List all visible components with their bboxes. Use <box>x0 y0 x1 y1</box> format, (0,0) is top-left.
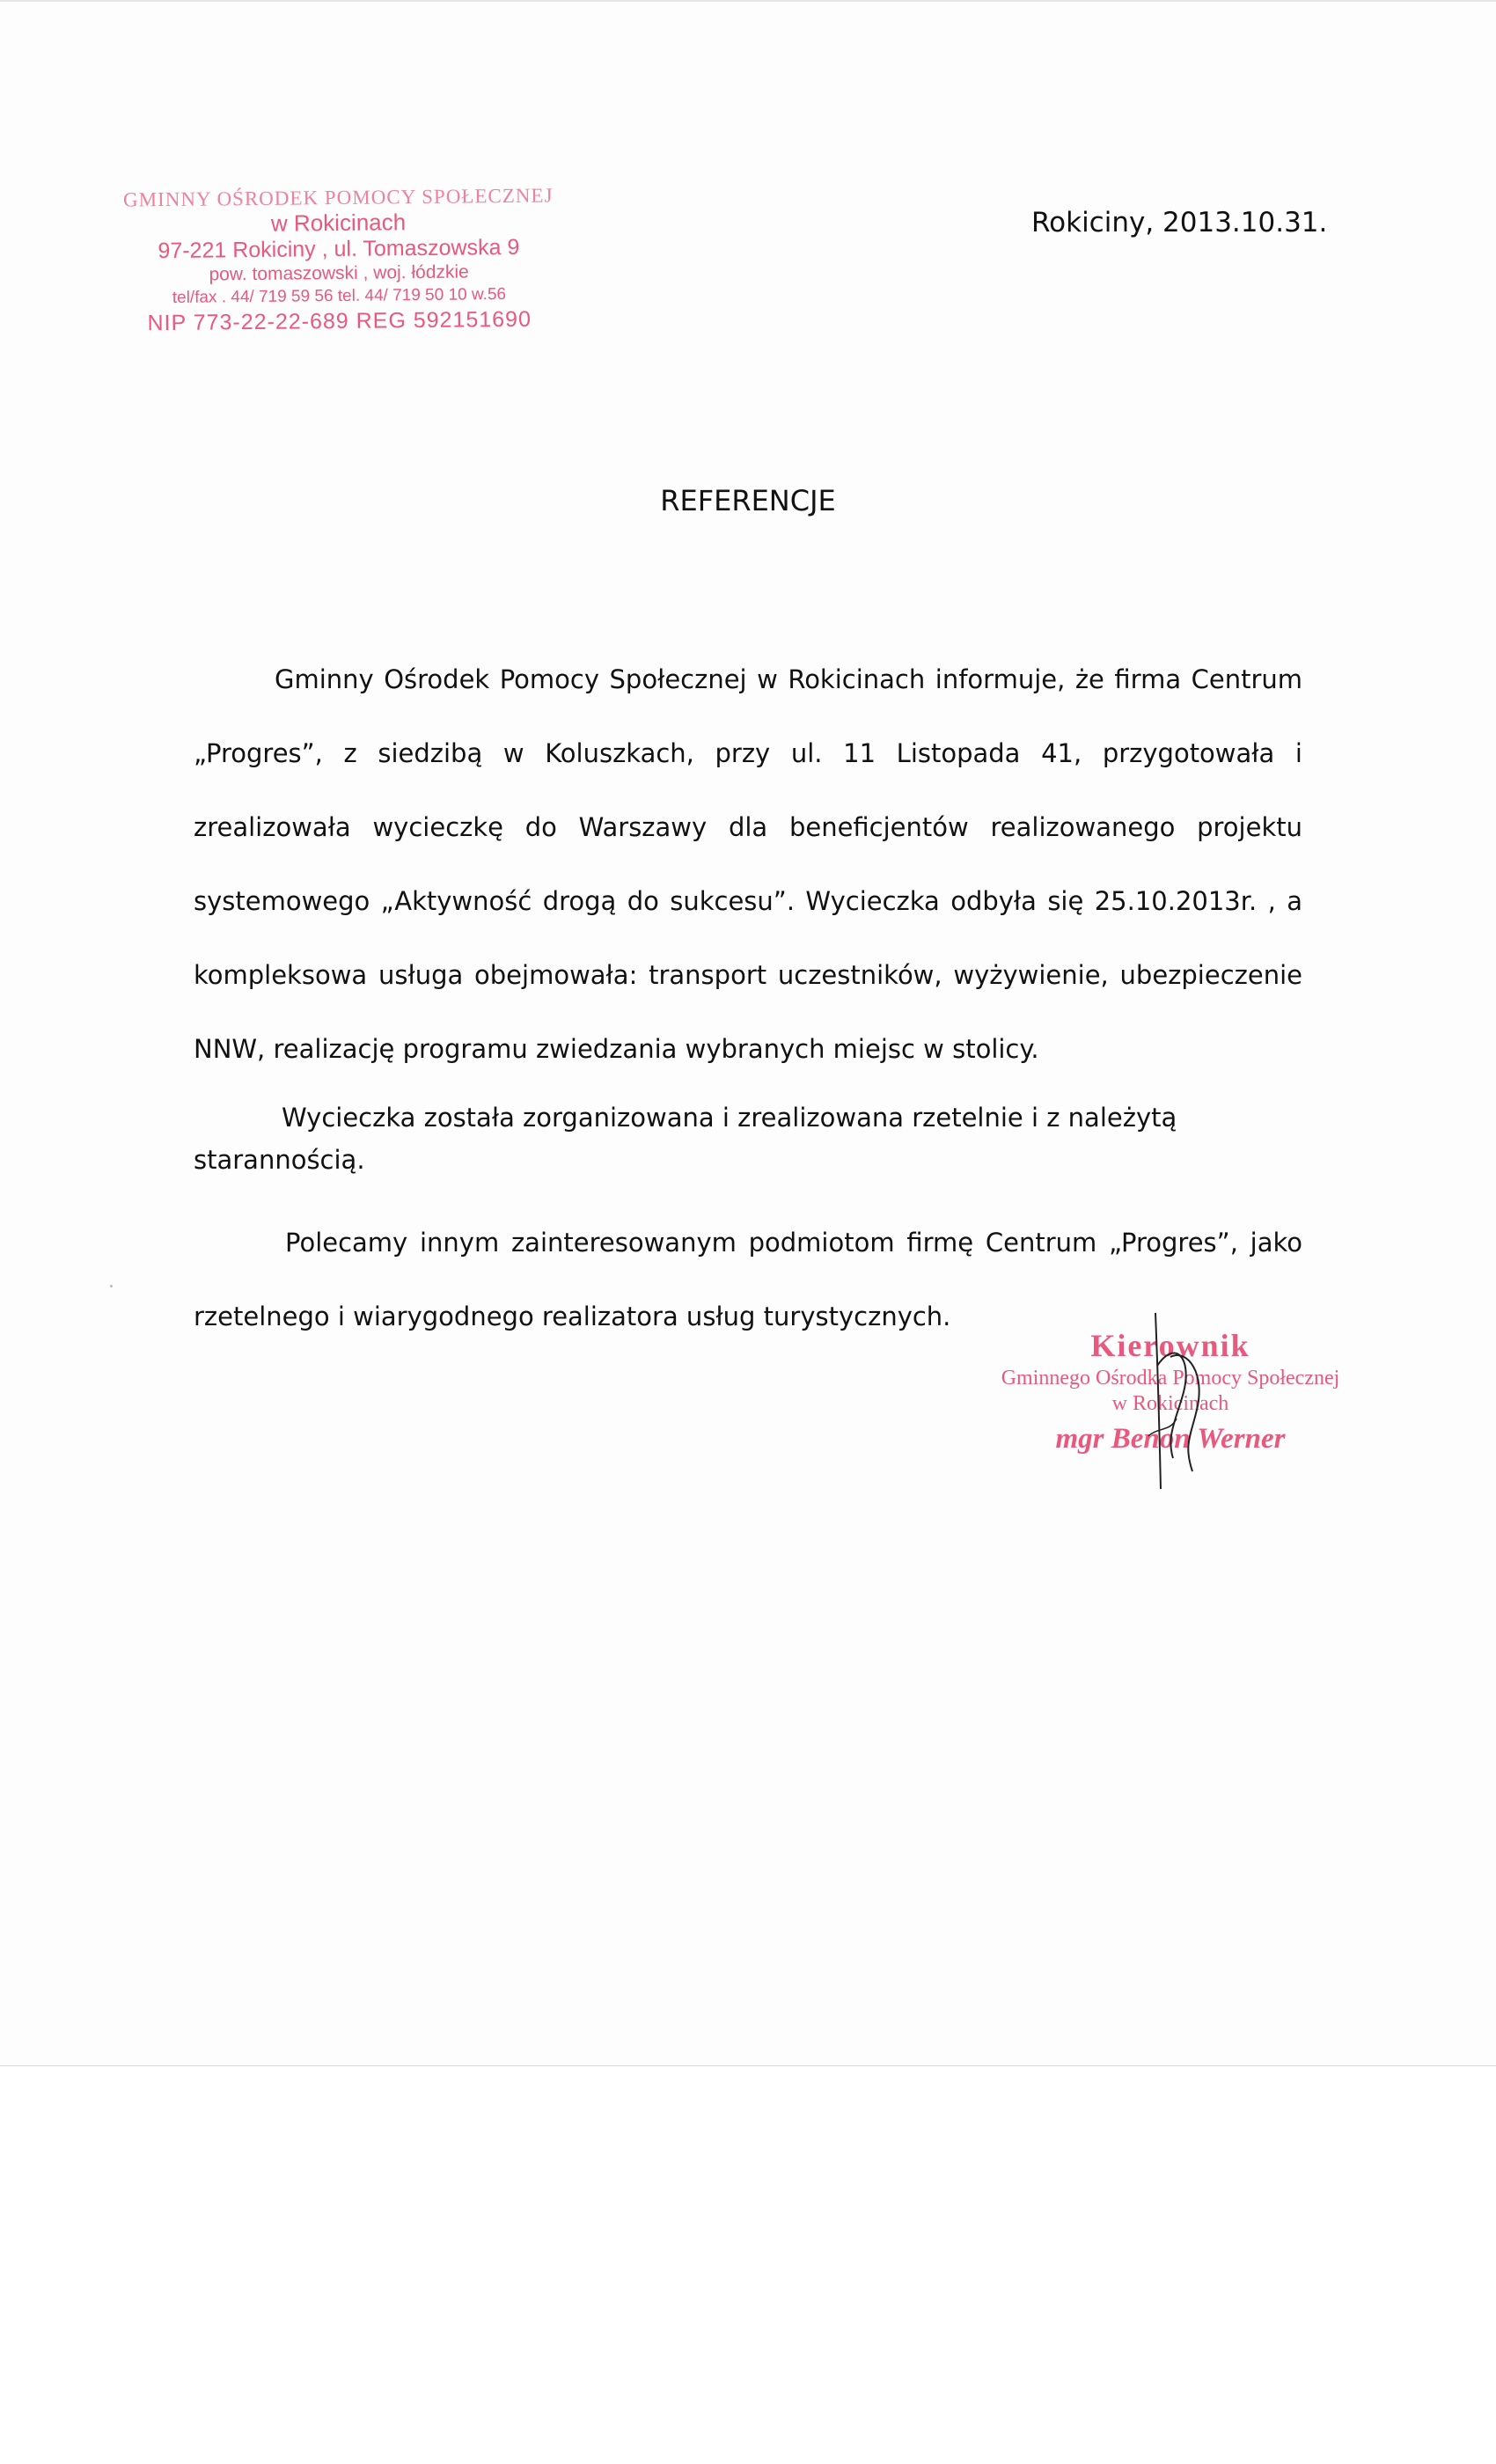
document-date: Rokiciny, 2013.10.31. <box>1031 207 1328 238</box>
paragraph-quality: Wycieczka została zorganizowana i zrealizowana rzetelnie i z należytą starannością. <box>194 1103 1177 1175</box>
stamp-line-address: 97-221 Rokiciny , ul. Tomaszowska 9 <box>158 234 520 264</box>
document-body <box>194 642 1302 1353</box>
document-title: REFERENCJE <box>660 484 836 517</box>
handwritten-signature <box>1122 1304 1236 1498</box>
signature-stamp-role: Kierownik <box>1090 1328 1250 1363</box>
paragraph-main: Gminny Ośrodek Pomocy Społecznej w Rokicinach informuje, że firma Centrum „Progres”, z siedzibą w Koluszkach, przy ul. 11 Listopada 41, przygotowała i zrealizowała wycieczkę do Warszawy dla beneficjentów realizowanego projektu systemowego „Aktywność drogą do sukcesu”. Wycieczka odbyła się 25.10.2013r. , a kompleksowa usługa obejmowała: transport uczestników, wyżywienie, ubezpieczenie NNW, realizację programu zwiedzania wybranych miejsc w stolicy. <box>194 664 1302 1064</box>
signature-stamp-person: mgr Benon Werner <box>1055 1423 1286 1455</box>
stamp-line-phone: tel/fax . 44/ 719 59 56 tel. 44/ 719 50 10 w.56 <box>172 285 507 307</box>
signature-stamp-institution: Gminnego Ośrodka Pomocy Społecznej <box>1001 1367 1340 1390</box>
signature-stamp-town: w Rokicinach <box>1111 1392 1229 1415</box>
institution-stamp <box>122 184 555 336</box>
scan-speck <box>110 1285 113 1287</box>
paragraph-recommendation: Polecamy innym zainteresowanym podmiotom firmę Centrum „Progres”, jako rzetelnego i wiarygodnego realizatora usług turystycznych. <box>194 1228 1302 1331</box>
stamp-line-town: w Rokicinach <box>270 209 407 237</box>
stamp-line-county: pow. tomaszowski , woj. łódzkie <box>209 261 469 285</box>
stamp-line-nip: NIP 773-22-22-689 REG 592151690 <box>147 306 532 336</box>
stamp-line-name: GMINNY OŚRODEK POMOCY SPOŁECZNEJ <box>122 184 554 211</box>
